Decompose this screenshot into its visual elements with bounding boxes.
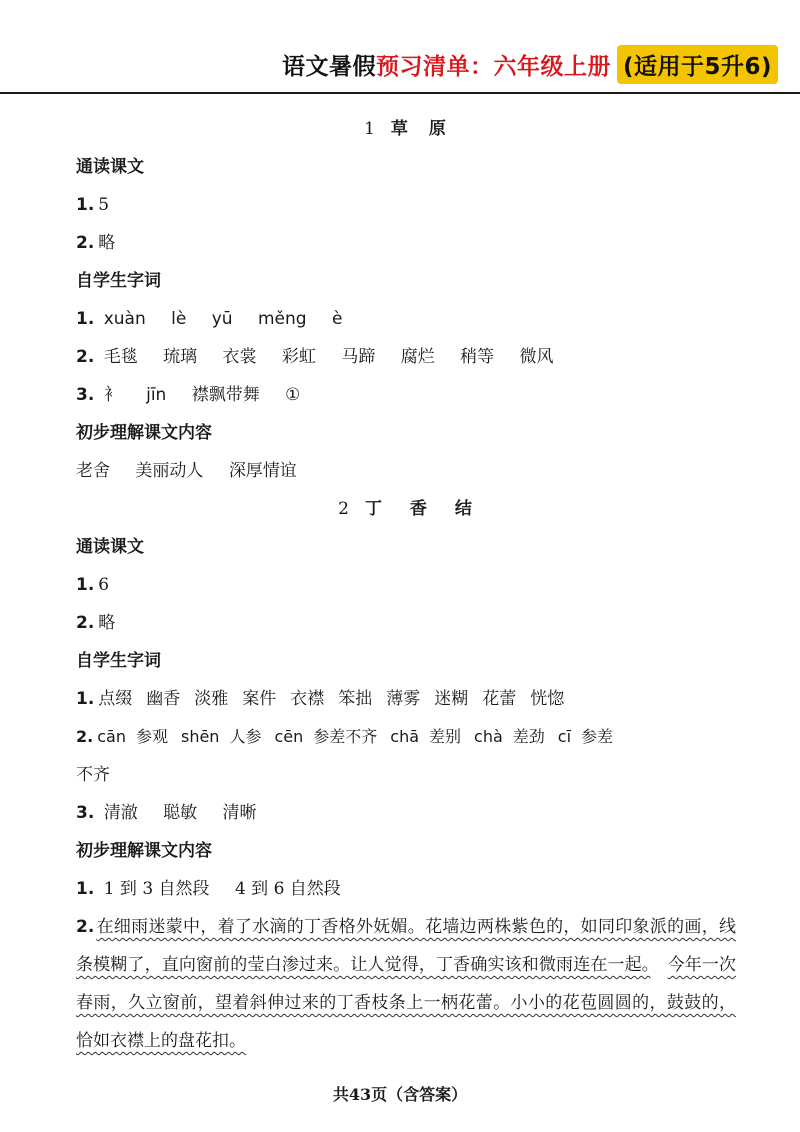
answer-text: 6 (98, 575, 110, 595)
answer-line (76, 300, 736, 338)
item-number: 2. (76, 917, 95, 937)
answer-text: 1 到 3 自然段 (103, 879, 210, 899)
section-heading: 通读课文 (76, 157, 144, 177)
vocab-word: 案件 (242, 689, 277, 709)
pinyin: cēn (274, 727, 304, 746)
vocab-word: 薄雾 (386, 689, 421, 709)
page-footer: 共43页（含答案） (332, 1085, 468, 1104)
item-number: 2. (76, 613, 95, 633)
page-header (282, 44, 778, 84)
vocab-word: 点缀 (98, 689, 133, 709)
vocab-word: 腐烂 (400, 347, 435, 367)
vocab-word: 微风 (519, 347, 554, 367)
pinyin: yū (211, 309, 233, 329)
item-number: 1. (76, 195, 95, 215)
pinyin: jīn (146, 385, 167, 405)
item-number: 1. (76, 879, 95, 899)
vocab-word: 彩虹 (281, 347, 316, 367)
document-body (76, 110, 736, 1060)
vocab-word: 襟飘带舞 (191, 385, 260, 405)
answer-text: 5 (98, 195, 110, 215)
pinyin: xuàn (103, 309, 146, 329)
lesson-number: 2 (338, 499, 351, 519)
item-number: 2. (76, 233, 95, 253)
vocab-word: 笨拙 (338, 689, 373, 709)
answer-line (76, 794, 736, 832)
vocab-word: 迷糊 (434, 689, 469, 709)
section-heading: 自学生字词 (76, 651, 161, 671)
underlined-quote: 今年一次春雨，久立窗前，望着斜伸过来的丁香枝条上一柄花蕾。小小的花苞圆圆的，鼓鼓的，恰如衣襟上的盘花扣。 (76, 955, 737, 1051)
answer-text: 略 (98, 613, 116, 633)
radical: 衤 (103, 385, 121, 405)
answer-line (76, 718, 736, 756)
answer-text: 4 到 6 自然段 (234, 879, 341, 899)
section-heading: 自学生字词 (76, 271, 161, 291)
pinyin: è (331, 309, 343, 329)
underlined-quote: 在细雨迷蒙中，着了水滴的丁香格外妩媚。花墙边两株紫色的，如同印象派的画，线条模糊了，直向窗前的莹白渗过来。让人觉得，丁香确实该和微雨连在一起。 (76, 917, 736, 975)
item-number: 3. (76, 385, 95, 405)
vocab-word: 恍惚 (530, 689, 565, 709)
vocab-word: 参差 (581, 727, 614, 746)
section-heading: 初步理解课文内容 (76, 423, 212, 443)
lesson-2-title (76, 490, 736, 528)
lesson-name: 草 原 (390, 119, 448, 139)
answer-text: 深厚情谊 (228, 461, 297, 481)
vocab-word: 人参 (229, 727, 262, 746)
lesson-number: 1 (364, 119, 377, 139)
answer-line-wrap: 不齐 (76, 765, 110, 785)
vocab-word: 参观 (135, 727, 168, 746)
item-number: 1. (76, 309, 95, 329)
vocab-word: 差别 (429, 727, 462, 746)
pinyin: chà (474, 727, 503, 746)
header-divider (0, 92, 800, 94)
header-grade-badge: (适用于5升6) (617, 45, 778, 84)
vocab-word: 幽香 (146, 689, 181, 709)
answer-text: 老舍 (76, 461, 110, 481)
item-number: 2. (76, 347, 95, 367)
header-title-black: 语文暑假 (281, 53, 376, 80)
vocab-word: 毛毯 (103, 347, 138, 367)
lesson-name: 丁 香 结 (364, 499, 474, 519)
pinyin: měng (257, 309, 307, 329)
answer-line (76, 566, 736, 604)
pinyin: shēn (180, 727, 220, 746)
answer-line (76, 680, 736, 718)
pinyin: cī (557, 727, 572, 746)
vocab-word: 衣裳 (222, 347, 257, 367)
pinyin: lè (171, 309, 187, 329)
choice-mark: ① (285, 385, 301, 405)
lesson-1-title (76, 110, 736, 148)
pinyin: cān (97, 727, 126, 746)
item-number: 2. (76, 727, 94, 746)
vocab-word: 稍等 (460, 347, 495, 367)
answer-line (76, 870, 736, 908)
vocab-word: 清澈 (103, 803, 138, 823)
answer-paragraph (76, 908, 736, 1060)
vocab-word: 琉璃 (163, 347, 198, 367)
vocab-word: 衣襟 (290, 689, 325, 709)
header-title-red: 预习清单：六年级上册 (375, 53, 611, 80)
answer-line (76, 186, 736, 224)
item-number: 1. (76, 689, 95, 709)
vocab-word: 参差不齐 (313, 727, 378, 746)
answer-text: 美丽动人 (135, 461, 204, 481)
vocab-word: 清晰 (222, 803, 257, 823)
pinyin: chā (390, 727, 420, 746)
answer-text: 略 (98, 233, 116, 253)
item-number: 3. (76, 803, 95, 823)
answer-line (76, 452, 736, 490)
vocab-word: 淡雅 (194, 689, 229, 709)
answer-line (76, 604, 736, 642)
vocab-word: 花蕾 (482, 689, 517, 709)
answer-line (76, 376, 736, 414)
answer-line (76, 224, 736, 262)
vocab-word: 马蹄 (341, 347, 376, 367)
section-heading: 初步理解课文内容 (76, 841, 212, 861)
vocab-word: 聪敏 (163, 803, 198, 823)
answer-line (76, 338, 736, 376)
section-heading: 通读课文 (76, 537, 144, 557)
item-number: 1. (76, 575, 95, 595)
vocab-word: 差劲 (512, 727, 545, 746)
